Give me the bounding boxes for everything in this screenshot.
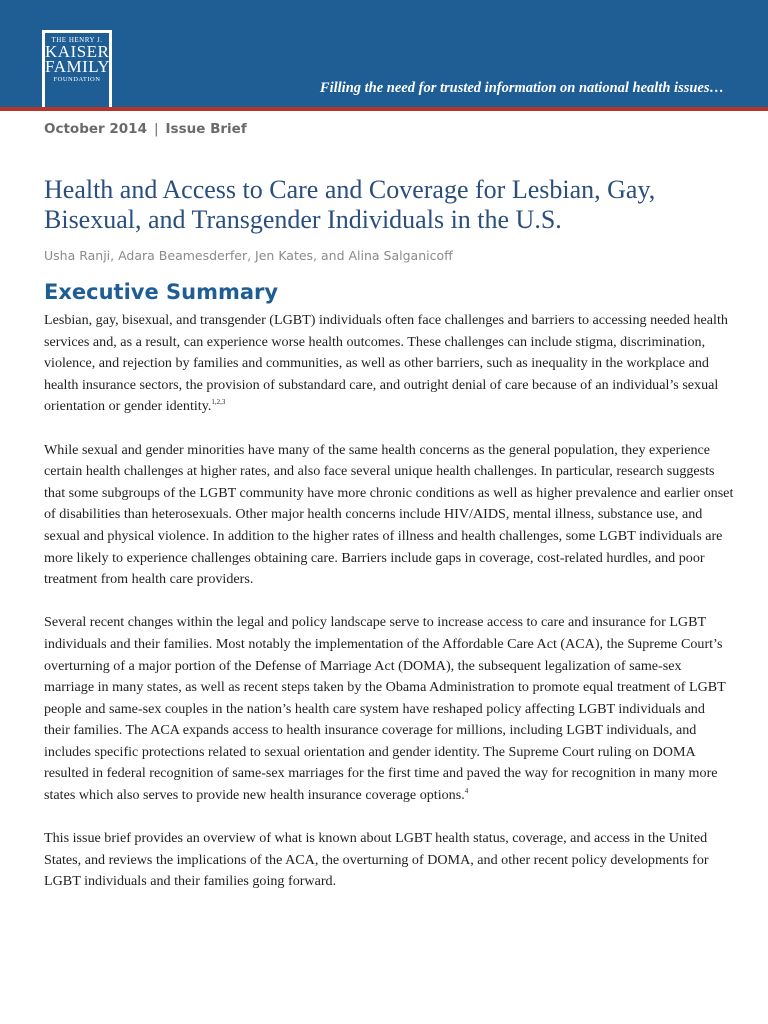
dateline-separator: | <box>153 121 159 137</box>
tagline: Filling the need for trusted information on national health issues… <box>319 80 724 96</box>
paragraph <box>44 440 734 591</box>
footnote-ref[interactable]: 4 <box>464 787 469 796</box>
paragraph-text: Lesbian, gay, bisexual, and transgender (LGBT) individuals often face challenges and barriers to accessing needed health services and, as a result, can experience worse health outcomes. These challenges can include stigma, discrimination, violence, and rejection by families and communities, as well as other barriers, such as inequality in the workplace and health insurance sectors, the provision of substandard care, and outright denial of care because of an individual’s sexual orientation or gender identity. <box>44 312 728 415</box>
header-divider <box>0 107 768 111</box>
publication-date: October 2014 <box>44 121 147 137</box>
logo-line-3: FAMILY <box>45 57 111 76</box>
paragraph-text: While sexual and gender minorities have many of the same health concerns as the general population, they experience certain health challenges at higher rates, and also face several unique health challenges. In particular, research suggests that some subgroups of the LGBT community have more chronic conditions as well as higher prevalence and earlier onset of disabilities than heterosexuals. Other major health concerns include HIV/AIDS, mental illness, substance use, and sexual and physical violence. In addition to the higher rates of illness and health challenges, some LGBT individuals are more likely to experience challenges obtaining care. Barriers include gaps in coverage, cost-related hurdles, and poor treatment from health care providers. <box>44 441 734 588</box>
paragraph <box>44 310 734 418</box>
body-text <box>44 310 734 915</box>
dateline <box>44 121 247 137</box>
kff-logo[interactable] <box>42 30 112 107</box>
section-heading: Executive Summary <box>44 280 279 304</box>
header-banner <box>0 0 768 107</box>
paragraph-text: This issue brief provides an overview of what is known about LGBT health status, coverage, and access in the United States, and reviews the implications of the ACA, the overturning of DOMA, and other recent policy developments for LGBT individuals and their families going forward. <box>44 830 709 890</box>
authors: Usha Ranji, Adara Beamesderfer, Jen Kates, and Alina Salganicoff <box>44 248 453 263</box>
publication-type: Issue Brief <box>165 121 247 137</box>
logo-line-4: FOUNDATION <box>53 76 101 83</box>
paragraph-text: Several recent changes within the legal and policy landscape serve to increase access to care and insurance for LGBT individuals and their families. Most notably the implementation of the Affordable Care Act (ACA), the Supreme Court’s overturning of a major portion of the Defense of Marriage Act (DOMA), the subsequent legalization of same-sex marriage in many states, as well as recent steps taken by the Obama Administration to promote equal treatment of LGBT people and same-sex couples in the nation’s health care system have reshaped policy affecting LGBT individuals and their families. The ACA expands access to health insurance coverage for millions, including LGBT individuals, and includes specific protections related to sexual orientation and gender identity. The Supreme Court ruling on DOMA resulted in federal recognition of same-sex marriages for the first time and paved the way for recognition in many more states which also serves to provide new health insurance coverage options. <box>44 614 726 804</box>
paragraph <box>44 828 734 893</box>
footnote-ref[interactable]: 1,2,3 <box>211 398 226 407</box>
document-title: Health and Access to Care and Coverage for Lesbian, Gay, Bisexual, and Transgender Individuals in the U.S. <box>44 175 656 234</box>
logo-line-2: KAISER <box>45 42 110 61</box>
logo-line-1: THE HENRY J. <box>51 36 103 44</box>
paragraph <box>44 612 734 806</box>
